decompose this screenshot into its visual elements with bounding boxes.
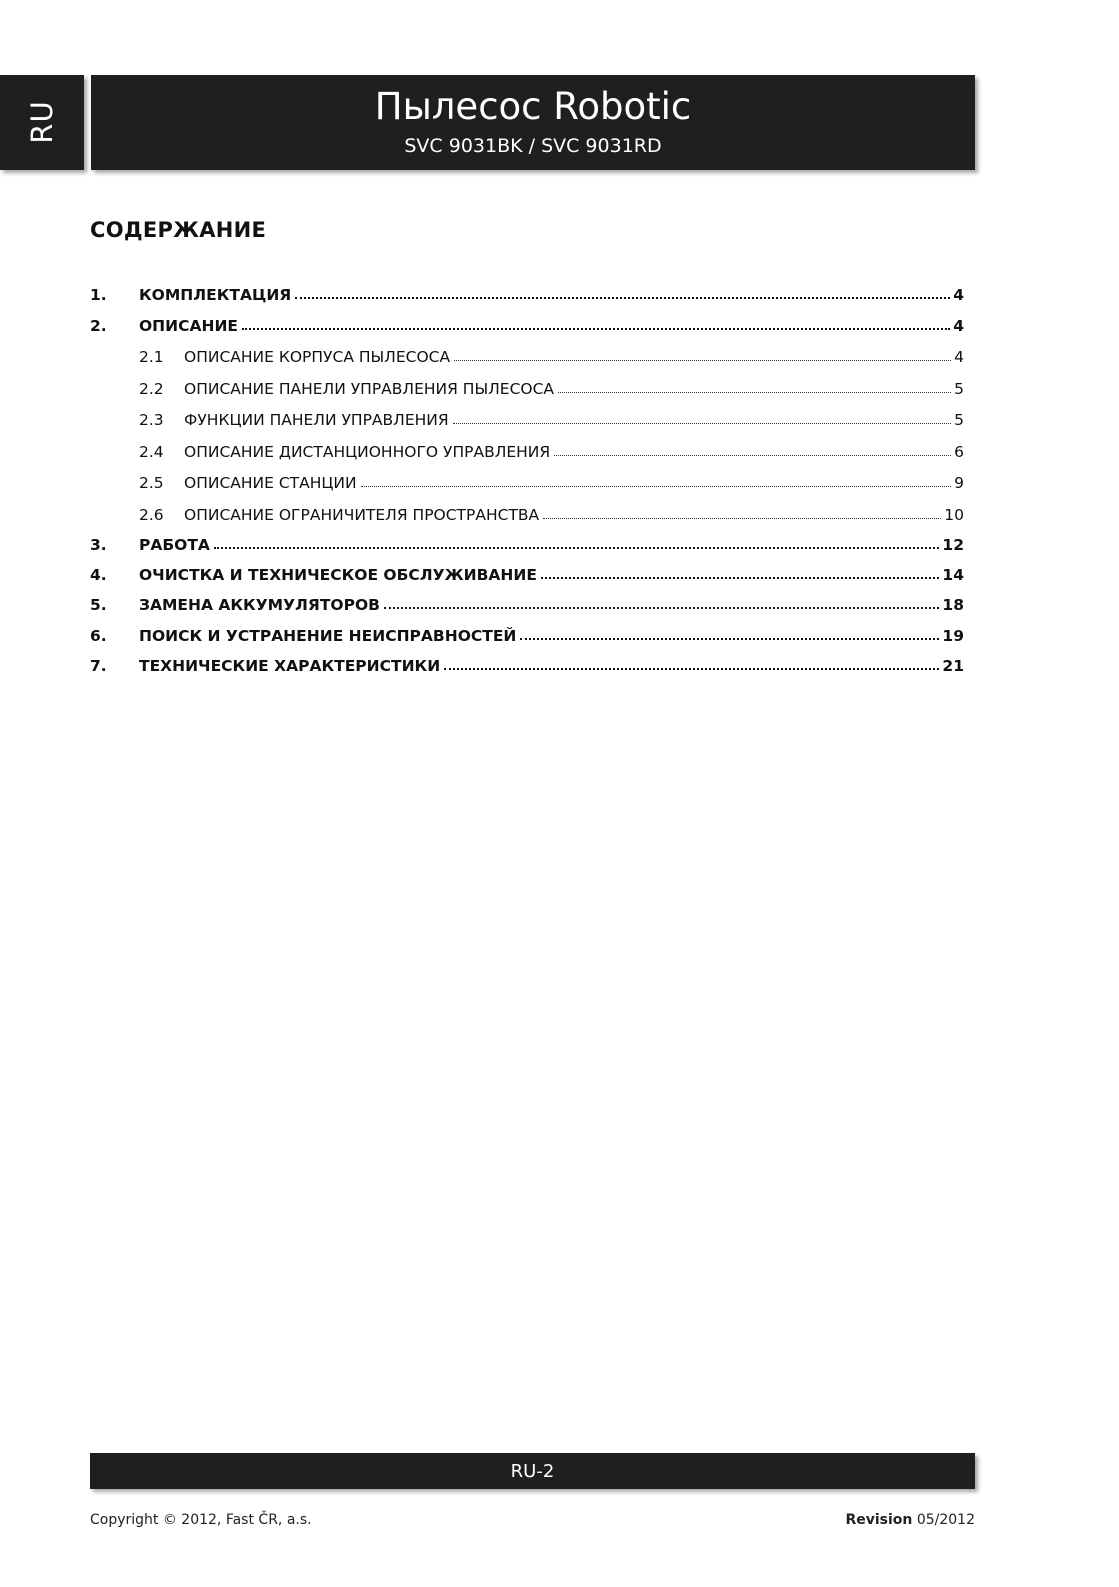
revision-date: 05/2012: [916, 1512, 975, 1528]
toc-subentry[interactable]: [90, 492, 964, 524]
toc-entry-page: 19: [942, 626, 964, 645]
toc-entry-number: 2.3: [139, 411, 164, 430]
dot-leader: [444, 667, 939, 670]
toc-entry-number: 2.5: [139, 474, 164, 493]
toc-entry-number: 5.: [90, 596, 107, 615]
toc-entry-title: ФУНКЦИИ ПАНЕЛИ УПРАВЛЕНИЯ: [184, 411, 449, 430]
toc-subentry[interactable]: [90, 366, 964, 398]
language-tab-label: RU: [25, 100, 59, 144]
dot-leader: [361, 485, 952, 487]
toc-entry-page: 14: [942, 566, 964, 585]
toc-entry[interactable]: [90, 584, 964, 614]
toc-entry-number: 2.1: [139, 348, 164, 367]
toc-subentry[interactable]: [90, 461, 964, 493]
toc-entry-number: 2.2: [139, 379, 164, 398]
toc-subentry[interactable]: [90, 398, 964, 430]
toc-entry-number: 6.: [90, 626, 107, 645]
toc-entry[interactable]: [90, 645, 964, 675]
dot-leader: [554, 454, 951, 456]
toc-entry-page: 9: [954, 474, 964, 493]
dot-leader: [242, 327, 950, 330]
toc-subentry[interactable]: [90, 335, 964, 367]
toc-entry-title: КОМПЛЕКТАЦИЯ: [139, 286, 292, 305]
toc-entry-page: 4: [953, 316, 964, 335]
toc-entry-title: ОПИСАНИЕ ДИСТАНЦИОННОГО УПРАВЛЕНИЯ: [184, 442, 551, 461]
toc-entry[interactable]: [90, 524, 964, 554]
toc-entry[interactable]: [90, 554, 964, 584]
toc-entry-page: 4: [953, 286, 964, 305]
toc-entry-title: ПОИСК И УСТРАНЕНИЕ НЕИСПРАВНОСТЕЙ: [139, 626, 517, 645]
dot-leader: [214, 546, 940, 549]
dot-leader: [543, 517, 941, 519]
dot-leader: [541, 576, 940, 579]
dot-leader: [384, 606, 939, 609]
toc-entry-title: ТЕХНИЧЕСКИЕ ХАРАКТЕРИСТИКИ: [139, 657, 441, 676]
document-title: Пылесос Robotic: [374, 85, 692, 128]
model-subtitle: SVC 9031BK / SVC 9031RD: [404, 135, 662, 157]
toc-entry-title: ОПИСАНИЕ КОРПУСА ПЫЛЕСОСА: [184, 348, 451, 367]
toc-entry-title: ОПИСАНИЕ: [139, 316, 239, 335]
dot-leader: [453, 422, 951, 424]
toc-entry-number: 1.: [90, 286, 107, 305]
toc-entry-page: 6: [954, 442, 964, 461]
toc-subentry[interactable]: [90, 429, 964, 461]
header-bar: [91, 75, 975, 170]
toc-entry-page: 12: [942, 535, 964, 554]
dot-leader: [558, 391, 951, 393]
language-tab: [0, 75, 84, 170]
dot-leader: [520, 637, 939, 640]
revision-label: Revision: [845, 1512, 913, 1528]
copyright-notice: Copyright © 2012, Fast ČR, a.s.: [90, 1512, 312, 1528]
toc-entry-page: 21: [942, 657, 964, 676]
dot-leader: [295, 296, 950, 299]
toc-entry[interactable]: [90, 614, 964, 644]
table-of-contents: [90, 274, 964, 675]
toc-entry-page: 5: [954, 379, 964, 398]
toc-heading: СОДЕРЖАНИЕ: [90, 218, 267, 242]
toc-entry-title: ЗАМЕНА АККУМУЛЯТОРОВ: [139, 596, 380, 615]
toc-entry-number: 4.: [90, 566, 107, 585]
dot-leader: [454, 359, 951, 361]
toc-entry-title: ОПИСАНИЕ ПАНЕЛИ УПРАВЛЕНИЯ ПЫЛЕСОСА: [184, 379, 555, 398]
toc-entry[interactable]: [90, 304, 964, 334]
toc-entry-number: 2.: [90, 316, 107, 335]
toc-entry-title: ОЧИСТКА И ТЕХНИЧЕСКОЕ ОБСЛУЖИВАНИЕ: [139, 566, 537, 585]
toc-entry-page: 10: [944, 505, 964, 524]
toc-entry-page: 4: [954, 348, 964, 367]
toc-entry-number: 3.: [90, 535, 107, 554]
toc-entry[interactable]: [90, 274, 964, 304]
toc-entry-number: 7.: [90, 657, 107, 676]
toc-entry-title: ОПИСАНИЕ СТАНЦИИ: [184, 474, 357, 493]
toc-entry-title: ОПИСАНИЕ ОГРАНИЧИТЕЛЯ ПРОСТРАНСТВА: [184, 505, 540, 524]
toc-entry-page: 18: [942, 596, 964, 615]
footer-bar: [90, 1453, 975, 1489]
toc-entry-page: 5: [954, 411, 964, 430]
toc-entry-title: РАБОТА: [139, 535, 210, 554]
revision-info: [845, 1512, 975, 1528]
toc-entry-number: 2.6: [139, 505, 164, 524]
toc-entry-number: 2.4: [139, 442, 164, 461]
page-number: RU-2: [510, 1461, 555, 1482]
